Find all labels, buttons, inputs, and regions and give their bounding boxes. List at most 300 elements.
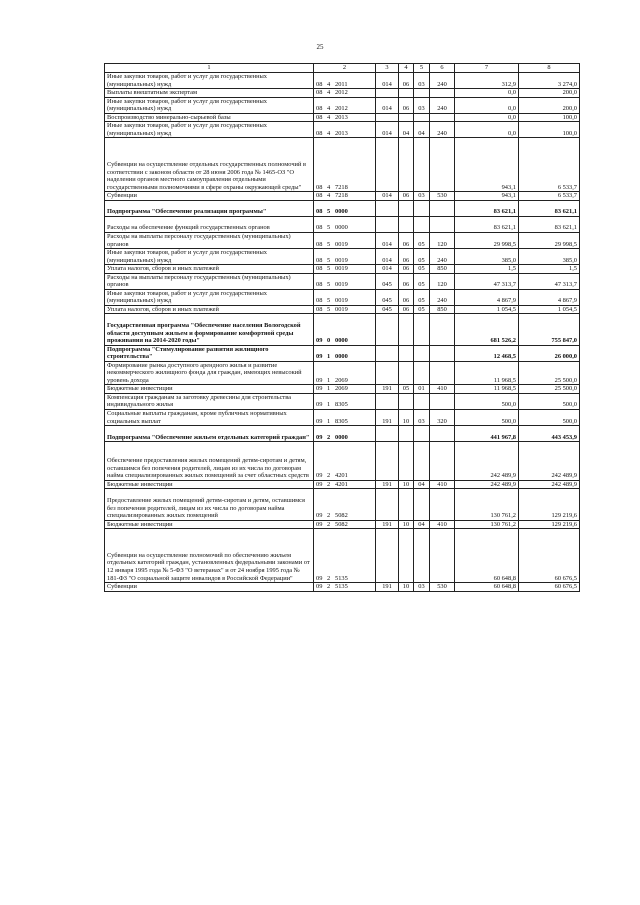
row-section-cell [399,89,414,98]
code-part-1: 09 [316,472,323,480]
row-amount-col7: 47 313,7 [455,273,519,289]
row-name: Расходы на выплаты персоналу государственных (муниципальных) органов [107,232,291,248]
row-name-cell [105,232,314,248]
row-amount-col8: 60 676,5 [519,583,580,592]
row-name: Подпрограмма "Стимулирование развития жилищного строительства" [107,345,269,361]
row-amount-col7: 1,5 [455,265,519,274]
row-name: Субвенции [107,583,137,591]
code-part-1: 09 [316,353,323,361]
row-code-cell [314,289,376,305]
row-section-cell: 10 [399,409,414,425]
column-header: 2 [314,64,376,73]
row-amount-col7: 29 998,5 [455,232,519,248]
row-section-cell [399,345,414,361]
row-expense-type-cell: 120 [430,273,455,289]
row-amount-col8: 200,0 [519,97,580,113]
row-code-cell [314,393,376,409]
code-part-1: 08 [316,281,323,289]
column-header: 3 [376,64,399,73]
code-part-2: 5 [327,240,331,248]
code-part-1: 09 [316,417,323,425]
row-department-cell [376,361,399,385]
row-code-cell [314,409,376,425]
row-amount-col7: 130 761,2 [455,520,519,529]
row-department-cell: 191 [376,583,399,592]
row-amount-col8: 100,0 [519,113,580,122]
row-section-cell [399,442,414,481]
row-amount-col7: 0,0 [455,122,519,138]
row-name: Подпрограмма "Обеспечение жильем отдельных категорий граждан" [107,433,310,441]
column-header: 7 [455,64,519,73]
code-part-2: 2 [327,472,331,480]
row-subsection-cell: 03 [414,583,430,592]
code-part-2: 1 [327,417,331,425]
table-row [105,265,580,274]
row-code-cell [314,138,376,192]
row-subsection-cell [414,529,430,583]
code-part-2: 2 [327,583,331,591]
row-expense-type-cell: 120 [430,232,455,248]
code-part-3: 0019 [335,297,348,305]
row-department-cell [376,113,399,122]
code-part-2: 4 [327,183,331,191]
row-code-cell [314,489,376,520]
table-row [105,489,580,520]
code-part-2: 2 [327,574,331,582]
row-name: Предоставление жилых помещений детям-сиротам и детям, оставшимся без попечения родителей, лицам из их числа по договорам найма специализированных жилых помещений [107,497,305,520]
row-name-cell [105,273,314,289]
row-code-cell [314,426,376,442]
row-expense-type-cell: 240 [430,249,455,265]
row-name: Иные закупки товаров, работ и услуг для государственных (муниципальных) нужд [107,122,267,137]
row-name-cell [105,97,314,113]
row-name-cell [105,89,314,98]
code-part-1: 09 [316,512,323,520]
row-code-cell [314,529,376,583]
row-amount-col7: 500,0 [455,393,519,409]
table-row [105,393,580,409]
code-part-1: 08 [316,192,323,200]
row-name: Иные закупки товаров, работ и услуг для государственных (муниципальных) нужд [107,97,267,113]
row-amount-col8: 100,0 [519,122,580,138]
row-subsection-cell: 05 [414,273,430,289]
row-amount-col7: 12 468,5 [455,345,519,361]
row-subsection-cell: 03 [414,73,430,89]
row-subsection-cell: 03 [414,97,430,113]
row-subsection-cell: 04 [414,480,430,489]
row-code-cell [314,122,376,138]
row-name: Формирование рынка доступного арендного жилья и развитие некоммерческого жилищного фонда для граждан, имеющих невысокий уровень дохода [107,361,302,384]
row-name: Государственная программа "Обеспечение населения Вологодской области доступным жильем и формирование комфортной среды проживания на 2014-2020 годы" [107,321,301,345]
row-amount-col8: 4 867,9 [519,289,580,305]
table-row [105,192,580,201]
table-row [105,520,580,529]
row-section-cell: 05 [399,385,414,394]
code-part-3: 0019 [335,305,348,313]
row-amount-col7: 130 761,2 [455,489,519,520]
column-header: 8 [519,64,580,73]
row-name: Выплаты внештатным экспертам [107,89,198,97]
code-part-2: 5 [327,256,331,264]
row-name: Уплата налогов, сборов и иных платежей [107,265,219,273]
code-part-3: 0019 [335,256,348,264]
code-part-3: 0000 [335,224,348,232]
row-amount-col8: 443 453,9 [519,426,580,442]
table-row [105,305,580,314]
row-amount-col7: 83 621,1 [455,216,519,232]
column-header: 4 [399,64,414,73]
code-part-3: 0019 [335,265,348,273]
row-name-cell [105,314,314,345]
row-expense-type-cell [430,89,455,98]
row-amount-col7: 60 648,8 [455,529,519,583]
row-subsection-cell: 01 [414,385,430,394]
row-code-cell [314,385,376,394]
code-part-1: 09 [316,433,323,441]
code-part-1: 08 [316,113,323,121]
table-row [105,426,580,442]
code-part-1: 08 [316,208,323,216]
code-part-1: 09 [316,574,323,582]
row-department-cell: 014 [376,122,399,138]
row-amount-col8: 25 500,0 [519,385,580,394]
row-department-cell [376,393,399,409]
row-name-cell [105,200,314,216]
row-subsection-cell: 04 [414,520,430,529]
row-amount-col8: 755 847,0 [519,314,580,345]
row-expense-type-cell [430,529,455,583]
row-amount-col8: 129 219,6 [519,520,580,529]
row-name-cell [105,192,314,201]
row-section-cell: 06 [399,305,414,314]
row-name: Социальные выплаты гражданам, кроме публичных нормативных социальных выплат [107,409,287,425]
row-section-cell: 06 [399,265,414,274]
row-name-cell [105,305,314,314]
code-part-1: 08 [316,105,323,113]
row-code-cell [314,73,376,89]
row-name: Субвенции на осуществление отдельных государственных полномочий в соответствии с законом области от 28 июня 2006 года № 1465-ОЗ "О наделении органов местного самоуправления отдельными государственными полномочиями в сфере охраны окружающей среды" [107,161,306,191]
row-amount-col8: 129 219,6 [519,489,580,520]
row-amount-col7: 242 489,9 [455,480,519,489]
budget-table [104,63,580,592]
row-section-cell: 06 [399,249,414,265]
row-name: Бюджетные инвестиции [107,520,173,528]
row-code-cell [314,345,376,361]
row-name: Субвенции [107,192,137,200]
table-row [105,122,580,138]
row-section-cell: 06 [399,273,414,289]
row-code-cell [314,89,376,98]
code-part-2: 2 [327,520,331,528]
code-part-2: 1 [327,353,331,361]
row-code-cell [314,442,376,481]
row-section-cell [399,314,414,345]
code-part-2: 1 [327,385,331,393]
row-amount-col7: 385,0 [455,249,519,265]
row-name: Подпрограмма "Обеспечение реализации программы" [107,208,267,216]
row-amount-col8: 500,0 [519,409,580,425]
code-part-1: 09 [316,520,323,528]
row-section-cell: 06 [399,289,414,305]
row-amount-col7: 943,1 [455,192,519,201]
row-amount-col7: 312,9 [455,73,519,89]
code-part-2: 1 [327,376,331,384]
code-part-3: 2012 [335,105,348,113]
code-part-1: 08 [316,183,323,191]
row-amount-col8: 1 054,5 [519,305,580,314]
row-name: Иные закупки товаров, работ и услуг для государственных (муниципальных) нужд [107,249,267,264]
row-expense-type-cell: 530 [430,192,455,201]
table-row [105,249,580,265]
row-subsection-cell: 05 [414,305,430,314]
row-name-cell [105,345,314,361]
row-amount-col7: 83 621,1 [455,200,519,216]
row-amount-col8: 6 533,7 [519,192,580,201]
row-amount-col7: 0,0 [455,113,519,122]
row-expense-type-cell [430,345,455,361]
table-row [105,442,580,481]
row-subsection-cell: 05 [414,289,430,305]
row-subsection-cell: 03 [414,192,430,201]
code-part-2: 5 [327,265,331,273]
code-part-2: 4 [327,192,331,200]
row-subsection-cell [414,89,430,98]
row-expense-type-cell: 410 [430,520,455,529]
row-code-cell [314,273,376,289]
code-part-1: 08 [316,297,323,305]
row-department-cell: 014 [376,97,399,113]
row-amount-col8: 3 274,0 [519,73,580,89]
table-row [105,113,580,122]
row-name: Расходы на обеспечение функций государственных органов [107,224,270,232]
row-amount-col7: 0,0 [455,97,519,113]
code-part-3: 2012 [335,89,348,97]
code-part-2: 4 [327,105,331,113]
code-part-1: 08 [316,256,323,264]
row-name-cell [105,113,314,122]
row-amount-col7: 242 489,9 [455,442,519,481]
row-section-cell [399,138,414,192]
code-part-3: 5082 [335,512,348,520]
row-section-cell [399,489,414,520]
row-department-cell: 191 [376,520,399,529]
row-section-cell [399,113,414,122]
row-department-cell [376,138,399,192]
row-department-cell: 014 [376,265,399,274]
row-code-cell [314,480,376,489]
row-name: Воспроизводство минерально-сырьевой базы [107,113,231,121]
row-name-cell [105,426,314,442]
table-row [105,89,580,98]
column-header: 1 [105,64,314,73]
row-expense-type-cell [430,113,455,122]
row-subsection-cell [414,426,430,442]
code-part-1: 08 [316,80,323,88]
row-code-cell [314,232,376,248]
row-section-cell: 10 [399,480,414,489]
code-part-2: 1 [327,401,331,409]
row-amount-col7: 0,0 [455,89,519,98]
code-part-1: 09 [316,385,323,393]
row-amount-col8: 6 533,7 [519,138,580,192]
row-amount-col7: 943,1 [455,138,519,192]
row-subsection-cell [414,113,430,122]
table-body [105,73,580,592]
row-expense-type-cell: 240 [430,289,455,305]
row-section-cell: 10 [399,520,414,529]
row-code-cell [314,520,376,529]
row-name-cell [105,289,314,305]
table-row [105,289,580,305]
table-row [105,232,580,248]
row-amount-col8: 60 676,5 [519,529,580,583]
row-name-cell [105,442,314,481]
row-code-cell [314,305,376,314]
row-name-cell [105,249,314,265]
row-name-cell [105,361,314,385]
code-part-1: 08 [316,240,323,248]
row-expense-type-cell: 240 [430,122,455,138]
row-subsection-cell: 03 [414,409,430,425]
row-section-cell: 06 [399,232,414,248]
table-row [105,480,580,489]
code-part-3: 5135 [335,583,348,591]
row-name: Расходы на выплаты персоналу государственных (муниципальных) органов [107,273,291,289]
code-part-3: 4201 [335,472,348,480]
table-row [105,73,580,89]
code-part-1: 09 [316,583,323,591]
row-amount-col8: 26 000,0 [519,345,580,361]
row-expense-type-cell [430,200,455,216]
code-part-3: 8305 [335,417,348,425]
row-code-cell [314,192,376,201]
code-part-3: 2011 [335,80,348,88]
row-subsection-cell: 05 [414,249,430,265]
row-department-cell: 045 [376,305,399,314]
code-part-3: 0019 [335,281,348,289]
code-part-2: 2 [327,512,331,520]
row-amount-col8: 500,0 [519,393,580,409]
row-name-cell [105,138,314,192]
code-part-3: 0019 [335,240,348,248]
code-part-1: 08 [316,305,323,313]
row-expense-type-cell [430,216,455,232]
row-expense-type-cell [430,426,455,442]
code-part-1: 09 [316,401,323,409]
row-amount-col8: 1,5 [519,265,580,274]
code-part-2: 4 [327,80,331,88]
table-row [105,409,580,425]
code-part-2: 4 [327,89,331,97]
table-row [105,361,580,385]
table-row [105,583,580,592]
code-part-3: 2069 [335,376,348,384]
row-name-cell [105,520,314,529]
row-amount-col7: 4 867,9 [455,289,519,305]
row-section-cell [399,216,414,232]
row-section-cell: 10 [399,583,414,592]
code-part-3: 2069 [335,385,348,393]
row-subsection-cell: 04 [414,122,430,138]
table-header-row [105,64,580,73]
row-department-cell: 045 [376,273,399,289]
row-subsection-cell: 05 [414,232,430,248]
table-row [105,200,580,216]
code-part-1: 08 [316,89,323,97]
row-name: Иные закупки товаров, работ и услуг для государственных (муниципальных) нужд [107,73,267,88]
row-subsection-cell [414,393,430,409]
table-row [105,97,580,113]
code-part-2: 4 [327,113,331,121]
code-part-1: 09 [316,337,323,345]
row-name-cell [105,529,314,583]
code-part-3: 4201 [335,480,348,488]
row-department-cell: 191 [376,480,399,489]
row-expense-type-cell [430,138,455,192]
row-subsection-cell [414,138,430,192]
row-section-cell [399,393,414,409]
code-part-2: 5 [327,224,331,232]
row-department-cell [376,200,399,216]
row-amount-col8: 47 313,7 [519,273,580,289]
row-department-cell [376,442,399,481]
row-name-cell [105,122,314,138]
table-row [105,138,580,192]
row-expense-type-cell: 850 [430,265,455,274]
row-amount-col8: 385,0 [519,249,580,265]
row-expense-type-cell: 410 [430,480,455,489]
row-department-cell: 014 [376,73,399,89]
row-name-cell [105,216,314,232]
row-amount-col8: 25 500,0 [519,361,580,385]
column-header: 5 [414,64,430,73]
row-amount-col7: 441 967,8 [455,426,519,442]
row-amount-col7: 681 526,2 [455,314,519,345]
table-row [105,314,580,345]
row-code-cell [314,583,376,592]
row-subsection-cell [414,345,430,361]
table-row [105,345,580,361]
row-expense-type-cell: 530 [430,583,455,592]
row-name-cell [105,583,314,592]
row-department-cell: 014 [376,249,399,265]
table-row [105,529,580,583]
code-part-2: 5 [327,305,331,313]
row-section-cell [399,200,414,216]
code-part-3: 2013 [335,129,348,137]
code-part-3: 0000 [335,337,348,345]
row-department-cell [376,345,399,361]
row-code-cell [314,200,376,216]
code-part-3: 2013 [335,113,348,121]
row-subsection-cell [414,314,430,345]
code-part-2: 2 [327,480,331,488]
row-department-cell [376,489,399,520]
row-expense-type-cell [430,314,455,345]
row-name-cell [105,480,314,489]
row-name-cell [105,385,314,394]
row-amount-col8: 242 489,9 [519,442,580,481]
row-department-cell: 045 [376,289,399,305]
row-expense-type-cell [430,442,455,481]
row-amount-col7: 500,0 [455,409,519,425]
row-section-cell: 06 [399,192,414,201]
row-name-cell [105,489,314,520]
table-row [105,385,580,394]
code-part-1: 08 [316,265,323,273]
code-part-2: 4 [327,129,331,137]
row-expense-type-cell [430,393,455,409]
